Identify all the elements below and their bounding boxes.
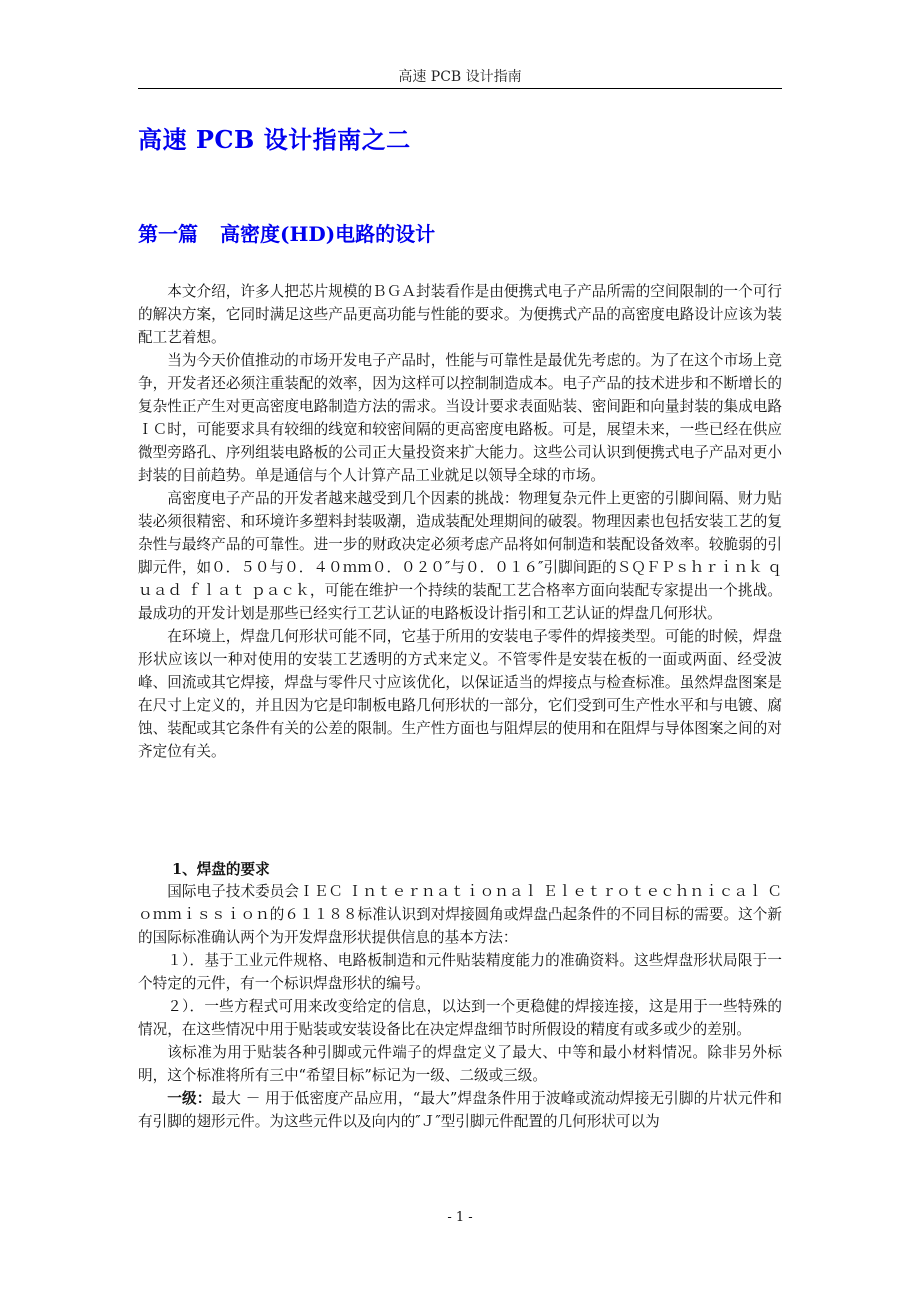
level-one-text: 最大 － 用于低密度产品应用，“最大”焊盘条件用于波峰或流动焊接无引脚的片状元件和有引脚的翅形元件。为这些元件以及向内的″Ｊ″型引脚元件配置的几何形状可以为	[138, 1090, 782, 1130]
intro-paragraph: 本文介绍，许多人把芯片规模的ＢＧＡ封装看作是由便携式电子产品所需的空间限制的一个可行的解决方案，它同时满足这些产品更高功能与性能的要求。为便携式产品的高密度电路设计应该为装配工艺着想。	[138, 283, 782, 346]
intro-paragraph: 高密度电子产品的开发者越来越受到几个因素的挑战：物理复杂元件上更密的引脚间隔、财力贴装必须很精密、和环境许多塑料封装吸潮，造成装配处理期间的破裂。物理因素也包括安装工艺的复杂性与最终产品的可靠性。进一步的财政决定必须考虑产品将如何制造和装配设备效率。较脆弱的引脚元件，如０．５０与０．４０ｍｍ０．０２０″与０．０１６″引脚间距的ＳＱＦＰｓｈｒｉｎｋ ｑｕａｄ ｆｌａｔ ｐａｃｋ，可能在维护一个持续的装配工艺合格率方面向装配专家提出一个挑战。最成功的开发计划是那些已经实行工艺认证的电路板设计指引和工艺认证的焊盘几何形状。	[138, 490, 782, 622]
section-paragraph: 国际电子技术委员会ＩＥＣ Ｉｎｔｅｒｎａｔｉｏｎａｌ Ｅｌｅｔｒｏｔｅｃｈｎｉｃａｌ Ｃｏｍｍｉｓｓｉｏｎ的６１１８８标准认识到对焊接圆角或焊盘凸起条件的不同目标的需要。这个新的国际标准确认两个为开发焊盘形状提供信息的基本方法：	[138, 883, 782, 946]
list-item: １）．基于工业元件规格、电路板制造和元件贴装精度能力的准确资料。这些焊盘形状局限于一个特定的元件，有一个标识焊盘形状的编号。	[138, 952, 782, 992]
chapter-part: 第一篇	[138, 222, 198, 246]
list-item: ２）．一些方程式可用来改变给定的信息，以达到一个更稳健的焊接连接，这是用于一些特殊的情况，在这些情况中用于贴装或安装设备比在决定焊盘细节时所假设的精度有或多或少的差别。	[138, 998, 782, 1038]
intro-section	[138, 280, 782, 763]
chapter-name: 高密度(HD)电路的设计	[220, 222, 436, 246]
level-one-paragraph	[138, 1087, 782, 1133]
header-divider	[138, 88, 782, 89]
page-number: - 1 -	[447, 1210, 473, 1225]
section-paragraph: 该标准为用于贴装各种引脚或元件端子的焊盘定义了最大、中等和最小材料情况。除非另外标明，这个标准将所有三中“希望目标”标记为一级、二级或三级。	[138, 1044, 782, 1084]
level-one-label: 一级：	[167, 1090, 212, 1107]
intro-paragraph: 在环境上，焊盘几何形状可能不同，它基于所用的安装电子零件的焊接类型。可能的时候，焊盘形状应该以一种对使用的安装工艺透明的方式来定义。不管零件是安装在板的一面或两面、经受波峰、回流或其它焊接，焊盘与零件尺寸应该优化，以保证适当的焊接点与检查标准。虽然焊盘图案是在尺寸上定义的，并且因为它是印制板电路几何形状的一部分，它们受到可生产性水平和与电镀、腐蚀、装配或其它条件有关的公差的限制。生产性方面也与阻焊层的使用和在阻焊与导体图案之间的对齐定位有关。	[138, 628, 782, 760]
page-header: 高速 PCB 设计指南	[398, 69, 522, 85]
pad-requirements-section	[138, 880, 782, 1133]
document-title: 高速 PCB 设计指南之二	[138, 125, 411, 154]
section-heading: 1、焊盘的要求	[172, 861, 270, 878]
intro-paragraph: 当为今天价值推动的市场开发电子产品时，性能与可靠性是最优先考虑的。为了在这个市场上竞争，开发者还必须注重装配的效率，因为这样可以控制制造成本。电子产品的技术进步和不断增长的复杂性正产生对更高密度电路制造方法的需求。当设计要求表面贴装、密间距和向量封装的集成电路ＩＣ时，可能要求具有较细的线宽和较密间隔的更高密度电路板。可是，展望未来，一些已经在供应微型旁路孔、序列组装电路板的公司正大量投资来扩大能力。这些公司认识到便携式电子产品对更小封装的目前趋势。单是通信与个人计算产品工业就足以领导全球的市场。	[138, 352, 782, 484]
chapter-heading	[138, 218, 435, 247]
